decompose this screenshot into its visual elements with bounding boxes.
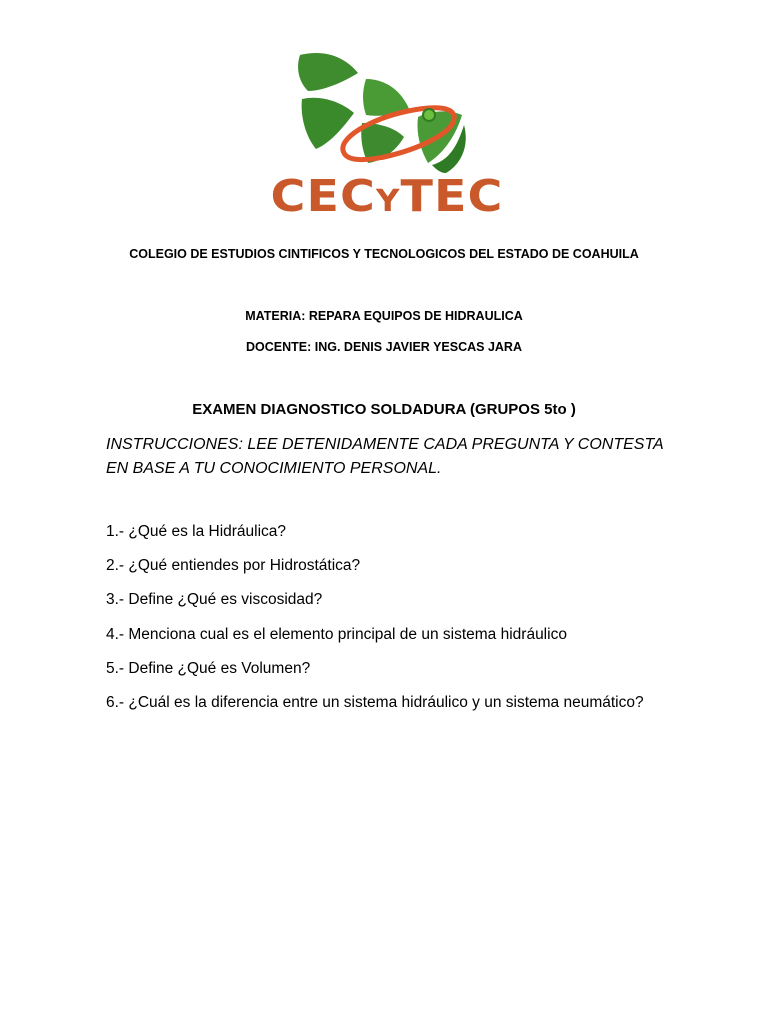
logo-text-cec: CEC	[270, 171, 376, 222]
teacher-line: DOCENTE: ING. DENIS JAVIER YESCAS JARA	[246, 340, 522, 354]
question-item: 2.- ¿Qué entiendes por Hidrostática?	[106, 557, 361, 575]
subject-line: MATERIA: REPARA EQUIPOS DE HIDRAULICA	[245, 309, 523, 323]
question-item: 5.- Define ¿Qué es Volumen?	[106, 659, 311, 677]
school-name: COLEGIO DE ESTUDIOS CINTIFICOS Y TECNOLOGICOS DEL ESTADO DE COAHUILA	[129, 247, 639, 261]
logo-text-tec: TEC	[400, 171, 504, 222]
logo-wordmark	[246, 171, 529, 224]
exam-instructions: INSTRUCCIONES: LEE DETENIDAMENTE CADA PREGUNTA Y CONTESTA EN BASE A TU CONOCIMIENTO PERSONAL.	[106, 436, 664, 477]
logo-text-y: Y	[375, 184, 401, 219]
cecytec-logo	[250, 45, 518, 220]
question-item: 6.- ¿Cuál es la diferencia entre un sistema hidráulico y un sistema neumático?	[106, 693, 644, 711]
question-item: 4.- Menciona cual es el elemento principal de un sistema hidráulico	[106, 625, 567, 643]
question-item: 3.- Define ¿Qué es viscosidad?	[106, 591, 323, 609]
question-list	[106, 522, 746, 727]
exam-title: EXAMEN DIAGNOSTICO SOLDADURA (GRUPOS 5to )	[192, 401, 576, 418]
question-item: 1.- ¿Qué es la Hidráulica?	[106, 523, 287, 540]
